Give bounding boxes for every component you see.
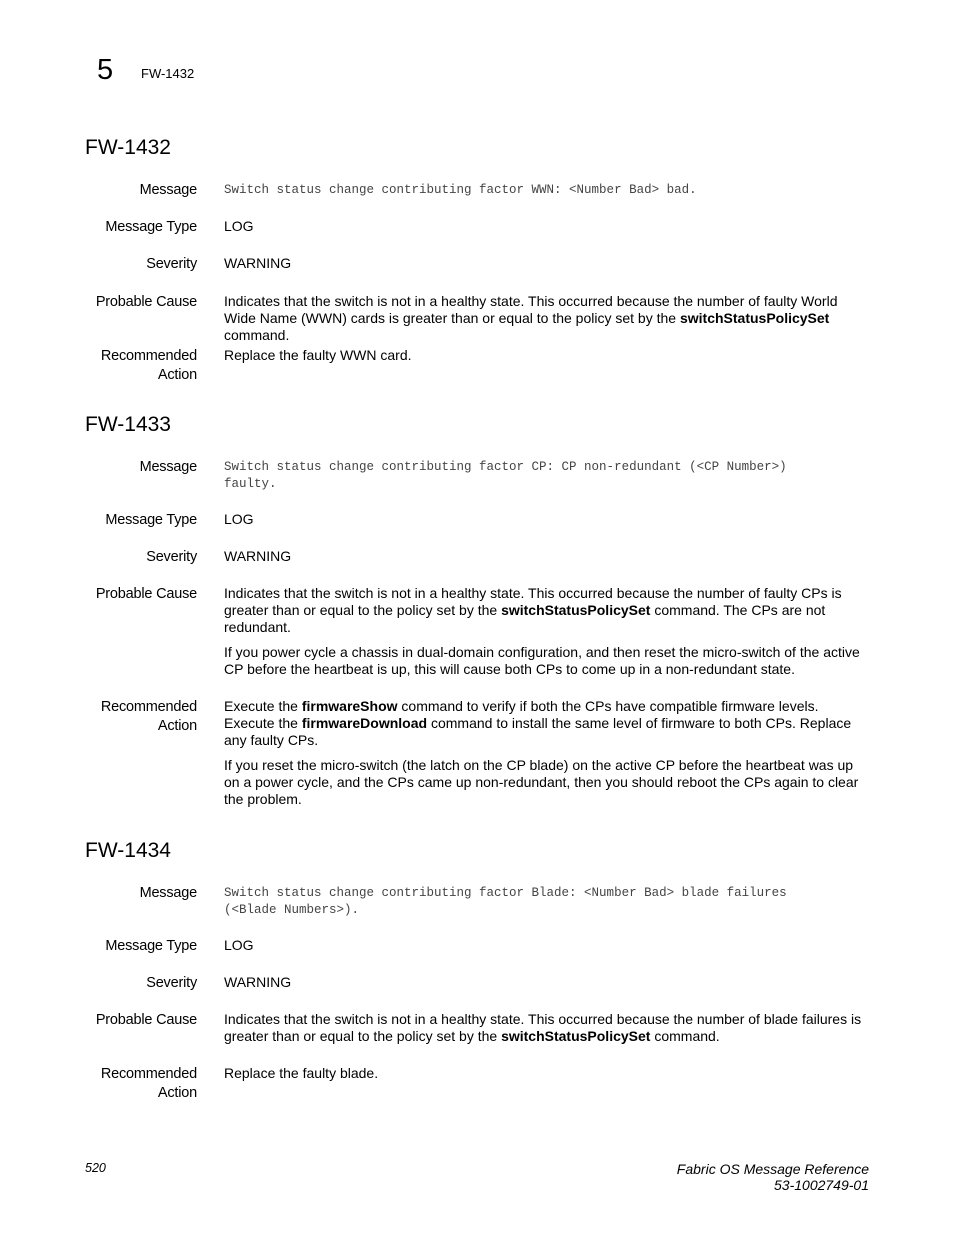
probable-cause-label: Probable Cause [95,586,197,602]
message-text: Switch status change contributing factor CP: CP non-redundant (<CP Number>) faulty. [224,460,787,491]
footer-doc-info [677,1161,869,1193]
message-type-value: LOG [224,218,254,234]
entry-title: FW-1434 [85,839,171,862]
severity-value: WARNING [224,548,292,564]
probable-cause-text: Indicates that the switch is not in a healthy state. This occurred because the number of faulty World Wide Name (WWN) cards is greater than or equal to the policy set by the switchStatusPolicySet command. [224,293,838,343]
message-label: Message [139,459,197,475]
message-type-label: Message Type [105,512,197,528]
command-name: switchStatusPolicySet [501,602,651,618]
message-label: Message [139,885,197,901]
recommended-action-label: Recommended Action [100,348,197,383]
book-title: Fabric OS Message Reference [676,1161,869,1177]
recommended-action-label: Recommended Action [100,1066,197,1101]
entry-title: FW-1433 [85,413,171,436]
severity-value: WARNING [224,974,292,990]
command-name: firmwareShow [301,698,398,714]
severity-label: Severity [146,975,197,991]
severity-label: Severity [146,549,197,565]
message-type-value: LOG [224,937,254,953]
recommended-action-text: Replace the faulty blade. [224,1065,379,1081]
probable-cause-label: Probable Cause [95,294,197,310]
message-text: Switch status change contributing factor Blade: <Number Bad> blade failures (<Blade Numbers>). [224,886,787,917]
severity-label: Severity [146,256,197,272]
message-text: Switch status change contributing factor WWN: <Number Bad> bad. [224,183,697,197]
message-type-value: LOG [224,511,254,527]
command-name: switchStatusPolicySet [501,1028,651,1044]
recommended-action-text: Execute the firmwareShow command to verify if both the CPs have compatible firmware levels. Execute the firmwareDownload command to install the same level of firmware to both CPs. Replace any faulty CPs. If you reset the micro-switch (the latch on the CP blade) on the active CP before the heartbeat was up on a power cycle, and the CPs came up non-redundant, then you should reboot the CPs again to clear the problem. [224,698,859,807]
chapter-number: 5 [97,54,114,86]
recommended-action-text: Replace the faulty WWN card. [224,347,412,363]
command-name: firmwareDownload [301,715,428,731]
command-name: switchStatusPolicySet [679,310,830,326]
recommended-action-label: Recommended Action [100,699,197,734]
doc-number: 53-1002749-01 [774,1177,869,1193]
running-header-title: FW-1432 [141,66,195,81]
probable-cause-label: Probable Cause [95,1012,197,1028]
entry-title: FW-1432 [85,136,171,159]
page-number: 520 [85,1161,106,1175]
probable-cause-text: Indicates that the switch is not in a healthy state. This occurred because the number of faulty CPs is greater than or equal to the policy set by the switchStatusPolicySet command. The CPs are not redundant. If you power cycle a chassis in dual-domain configuration, and then reset the micro-switch of the active CP before the heartbeat is up, this will cause both CPs to come up in a non-redundant state. [224,585,860,677]
message-type-label: Message Type [105,219,197,235]
message-type-label: Message Type [105,938,197,954]
probable-cause-text: Indicates that the switch is not in a healthy state. This occurred because the number of blade failures is greater than or equal to the policy set by the switchStatusPolicySet command. [224,1011,862,1044]
severity-value: WARNING [224,255,292,271]
message-label: Message [139,182,197,198]
